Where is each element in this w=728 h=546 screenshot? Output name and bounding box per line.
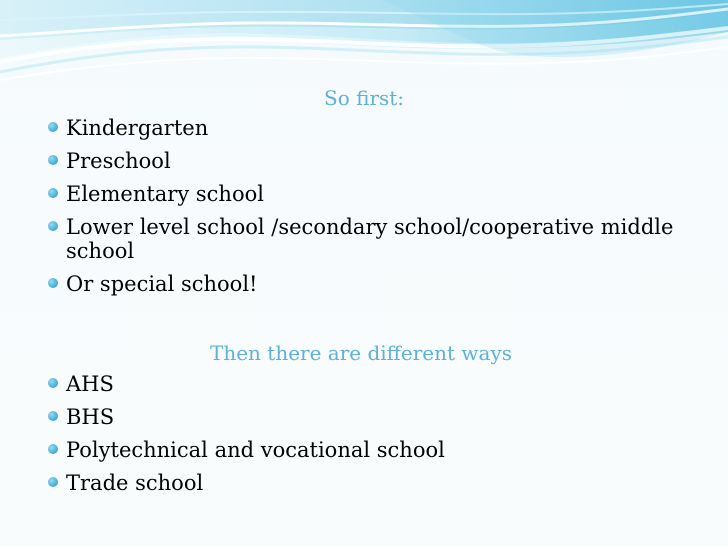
- list-item-text: Trade school: [66, 471, 204, 495]
- list-item: [0, 405, 690, 429]
- list-item-text: Elementary school: [66, 182, 264, 206]
- list-item: [0, 471, 690, 495]
- list-item-text: Polytechnical and vocational school: [66, 438, 445, 462]
- bullet-dot-icon: [48, 155, 58, 165]
- bullet-dot-icon: [48, 278, 58, 288]
- list-item: [0, 438, 690, 462]
- list-item-text: Or special school!: [66, 272, 258, 296]
- list-item: [0, 149, 690, 173]
- list-item-text: Kindergarten: [66, 116, 209, 140]
- list-item: [0, 116, 690, 140]
- bullet-dot-icon: [48, 221, 58, 231]
- list-item: [0, 182, 690, 206]
- list-item-text: Lower level school /secondary school/cooperative middle school: [66, 215, 674, 263]
- bullet-dot-icon: [48, 378, 58, 388]
- bullet-dot-icon: [48, 477, 58, 487]
- list-item: [0, 272, 690, 296]
- bullet-dot-icon: [48, 444, 58, 454]
- bullet-list-first: [0, 116, 690, 305]
- list-item: [0, 215, 690, 263]
- section-heading-first: So first:: [324, 86, 405, 110]
- list-item-text: BHS: [66, 405, 115, 429]
- bullet-dot-icon: [48, 188, 58, 198]
- section-heading-second: Then there are different ways: [210, 341, 513, 365]
- bullet-dot-icon: [48, 122, 58, 132]
- bullet-list-second: [0, 372, 690, 504]
- list-item-text: AHS: [66, 372, 114, 396]
- bullet-dot-icon: [48, 411, 58, 421]
- list-item: [0, 372, 690, 396]
- list-item-text: Preschool: [66, 149, 171, 173]
